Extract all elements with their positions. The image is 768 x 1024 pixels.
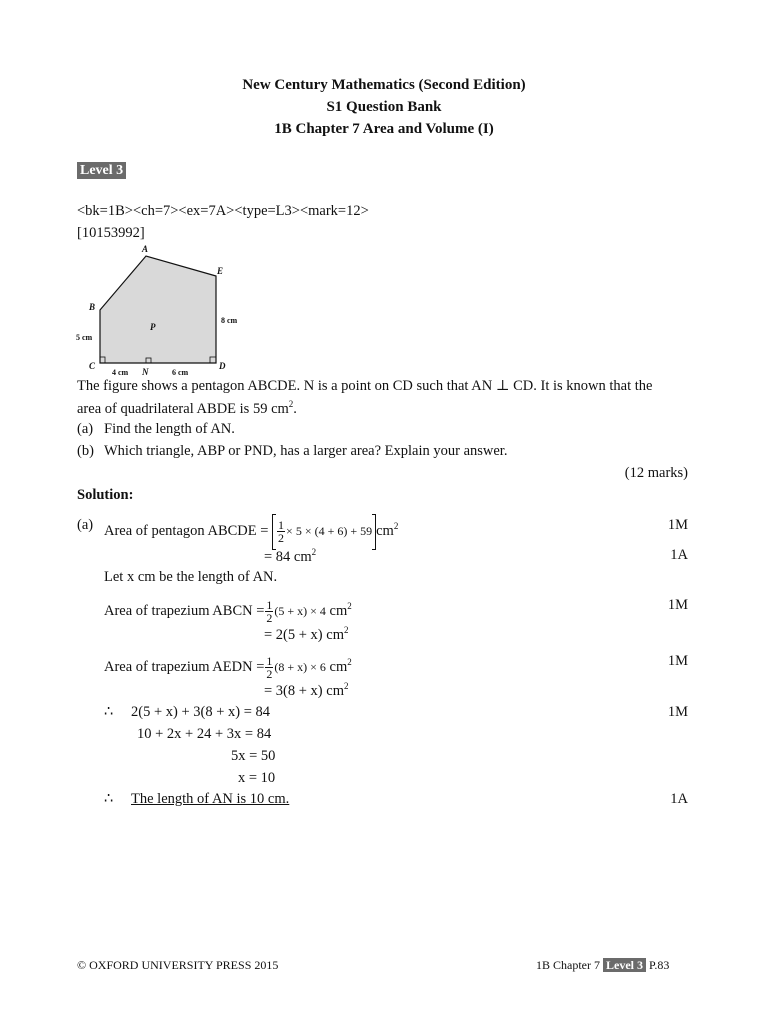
- solution-line-9: 10 + 2x + 24 + 3x = 84: [137, 726, 272, 742]
- solution-line-6: Area of trapezium AEDN = $\frac{1}{2}$ (8 + x) × 6 $cm^2$: [104, 654, 352, 681]
- pentagon-figure: [76, 244, 256, 380]
- solution-line-4: Area of trapezium ABCN = $\frac{1}{2}$ (5 + x) × 4 $cm^2$: [104, 598, 352, 625]
- question-line1: The figure shows a pentagon ABCDE. N is a point on CD such that AN ⊥ CD. It is known that the: [77, 378, 653, 394]
- meta-tag: <bk=1B><ch=7><ex=7A><type=L3><mark=12>: [77, 203, 369, 219]
- mark-l4: 1M: [667, 597, 688, 613]
- solution-line-10: 5x = 50: [231, 748, 276, 764]
- label-a: A: [142, 244, 149, 254]
- doc-title-line2: S1 Question Bank: [326, 99, 442, 115]
- left-bracket: [272, 514, 276, 550]
- dim-bottom-left: 4 cm: [112, 368, 129, 377]
- solution-line-8: 2(5 + x) + 3(8 + x) = 84: [131, 704, 271, 720]
- footer-page-info: [536, 958, 669, 973]
- mark-l6: 1M: [667, 653, 688, 669]
- dim-bottom-right: 6 cm: [172, 368, 189, 377]
- mark-l1: 1M: [667, 517, 688, 533]
- level-badge: Level 3: [77, 162, 126, 179]
- label-b: B: [89, 302, 96, 312]
- fraction-half: $\frac{1}{2}$: [266, 598, 273, 625]
- part-b-text: Which triangle, ABP or PND, has a larger area? Explain your answer.: [104, 443, 508, 459]
- mark-l2: 1A: [670, 547, 688, 563]
- label-p: P: [150, 322, 156, 332]
- part-b-label: (b): [77, 443, 94, 459]
- label-n: N: [142, 367, 149, 377]
- footer-copyright: © OXFORD UNIVERSITY PRESS 2015: [77, 958, 279, 972]
- label-e: E: [217, 266, 224, 276]
- solution-line-7: = 3(8 + x) $cm^2$: [264, 681, 349, 699]
- pentagon-shape: [100, 256, 216, 363]
- solution-part-label: (a): [77, 517, 94, 533]
- solution-heading: Solution:: [77, 487, 134, 503]
- solution-line-11: x = 10: [238, 770, 276, 786]
- solution-conclusion: The length of AN is 10 cm.: [131, 791, 290, 807]
- fraction-half: $\frac{1}{2}$: [266, 654, 273, 681]
- dim-left: 5 cm: [76, 333, 93, 342]
- mark-l8: 1M: [667, 704, 688, 720]
- label-c: C: [89, 361, 96, 371]
- therefore-symbol: ∴: [104, 704, 114, 720]
- therefore-symbol: ∴: [104, 791, 114, 807]
- solution-line-5: = 2(5 + x) $cm^2$: [264, 625, 349, 643]
- footer-chapter: 1B Chapter 7: [536, 958, 600, 972]
- dim-right: 8 cm: [221, 316, 238, 325]
- label-d: D: [219, 361, 226, 371]
- solution-line-2: = 84 $cm^2$: [264, 547, 317, 565]
- footer-level-badge: Level 3: [603, 958, 646, 972]
- question-id: [10153992]: [77, 225, 145, 241]
- doc-title-line3: 1B Chapter 7 Area and Volume (I): [274, 121, 494, 137]
- question-line2: area of quadrilateral ABDE is 59 $cm^2$.: [77, 399, 297, 417]
- part-a-text: Find the length of AN.: [104, 421, 235, 437]
- doc-title-line1: New Century Mathematics (Second Edition): [242, 77, 526, 93]
- footer-page-number: P.83: [649, 958, 670, 972]
- total-marks: (12 marks): [624, 465, 688, 481]
- part-a-label: (a): [77, 421, 94, 437]
- fraction-half: $\frac{1}{2}$: [278, 518, 285, 545]
- mark-l12: 1A: [670, 791, 688, 807]
- solution-line-3: Let x cm be the length of AN.: [104, 569, 278, 585]
- solution-line-1: Area of pentagon ABCDE = $\frac{1}{2}$ × 5 × (4 + 6) + 59 $cm^2$: [104, 508, 398, 550]
